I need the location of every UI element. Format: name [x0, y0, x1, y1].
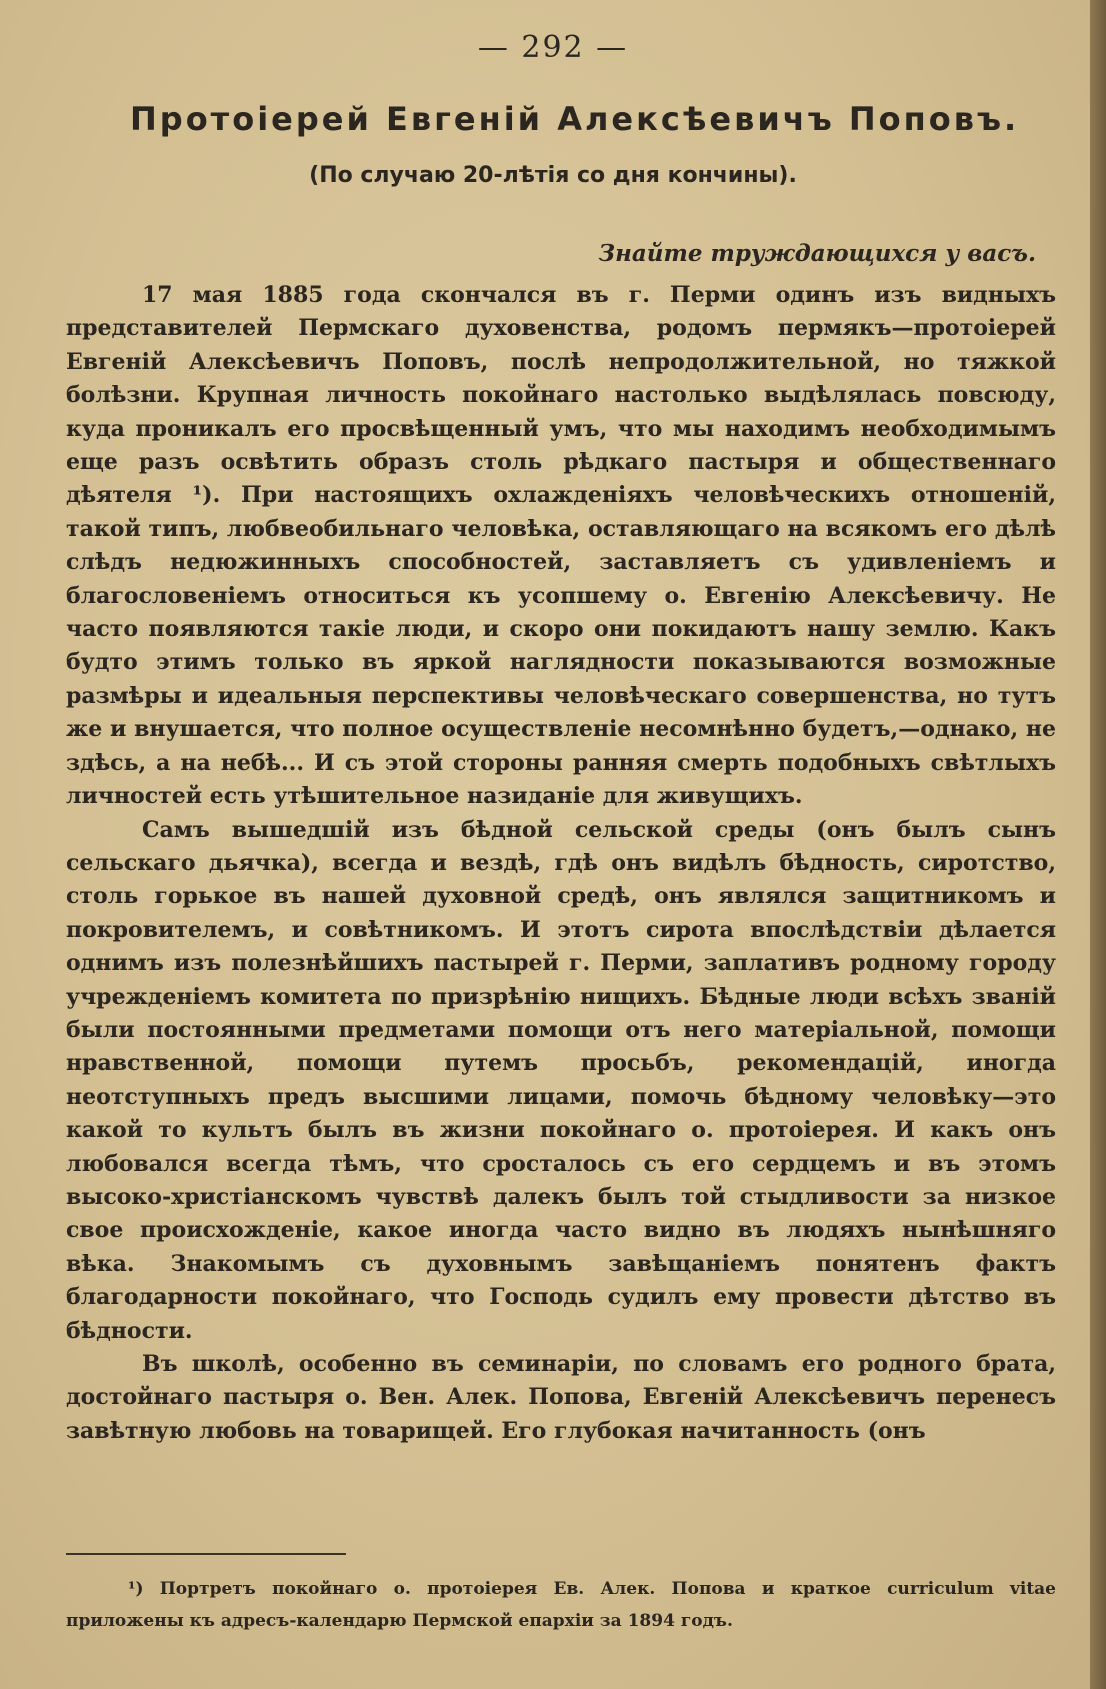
page-edge [1090, 0, 1106, 1689]
footnote-divider [66, 1553, 346, 1555]
footnote-text: ¹) Портретъ покойнаго о. протоіерея Ев. Алек. Попова и краткое curriculum vitae приложены къ адресъ-календарю Пермской епархіи за 1894 годъ. [66, 1579, 1056, 1631]
paragraph: Въ школѣ, особенно въ семинаріи, по словамъ его родного брата, достойнаго пастыря о. Вен. Алек. Попова, Евгеній Алексѣевичъ перенесъ завѣтную любовь на товарищей. Его глубокая начитанность (онъ [66, 1351, 1056, 1444]
article-subtitle: (По случаю 20-лѣтія со дня кончины). [309, 163, 797, 188]
epigraph: Знайте труждающихся у васъ. [598, 240, 1036, 267]
paragraph: Самъ вышедшій изъ бѣдной сельской среды (онъ былъ сынъ сельскаго дьячка), всегда и вездѣ, гдѣ онъ видѣлъ бѣдность, сиротство, столь горькое въ нашей духовной средѣ, онъ являлся защитникомъ и покровителемъ, и совѣтникомъ. И этотъ сирота впослѣдствіи дѣлается однимъ изъ полезнѣйшихъ пастырей г. Перми, заплативъ родному городу учрежденіемъ комитета по призрѣнію нищихъ. Бѣдные люди всѣхъ званій были постоянными предметами помощи отъ него матеріальной, помощи нравственной, помощи путемъ просьбъ, рекомендацій, иногда неотступныхъ предъ высшими лицами, помочь бѣдному человѣку—это какой то культъ былъ въ жизни покойнаго о. протоіерея. И какъ онъ любовался всегда тѣмъ, что сросталось съ его сердцемъ и въ этомъ высоко-христіанскомъ чувствѣ далекъ былъ той стыдливости за низкое свое происхожденіе, какое иногда часто видно въ людяхъ нынѣшняго вѣка. Знакомымъ съ духовнымъ завѣщаніемъ понятенъ фактъ благодарности покойнаго, что Господь судилъ ему провести дѣтство въ бѣдности. [66, 816, 1056, 1344]
article-body [66, 279, 1056, 1448]
article-title: Протоіерей Евгеній Алексѣевичъ Поповъ. [130, 100, 1020, 138]
footnote [66, 1573, 1056, 1637]
paragraph: 17 мая 1885 года скончался въ г. Перми одинъ изъ видныхъ представителей Пермскаго духовенства, родомъ пермякъ—протоіерей Евгеній Алексѣевичъ Поповъ, послѣ непродолжительной, но тяжкой болѣзни. Крупная личность покойнаго настолько выдѣлялась повсюду, куда проникалъ его просвѣщенный умъ, что мы находимъ необходимымъ еще разъ освѣтить образъ столь рѣдкаго пастыря и общественнаго дѣятеля ¹). При настоящихъ охлажденіяхъ человѣческихъ отношеній, такой типъ, любвеобильнаго человѣка, оставляющаго на всякомъ его дѣлѣ слѣдъ недюжинныхъ способностей, заставляетъ съ удивленіемъ и благословеніемъ относиться къ усопшему о. Евгенію Алексѣевичу. Не часто появляются такіе люди, и скоро они покидаютъ нашу землю. Какъ будто этимъ только въ яркой наглядности показываются возможные размѣры и идеальныя перспективы человѣческаго совершенства, но тутъ же и внушается, что полное осуществленіе несомнѣнно будетъ,—однако, не здѣсь, а на небѣ... И съ этой стороны ранняя смерть подобныхъ свѣтлыхъ личностей есть утѣшительное назиданіе для живущихъ. [66, 282, 1056, 810]
page-number: — 292 — [477, 30, 629, 65]
